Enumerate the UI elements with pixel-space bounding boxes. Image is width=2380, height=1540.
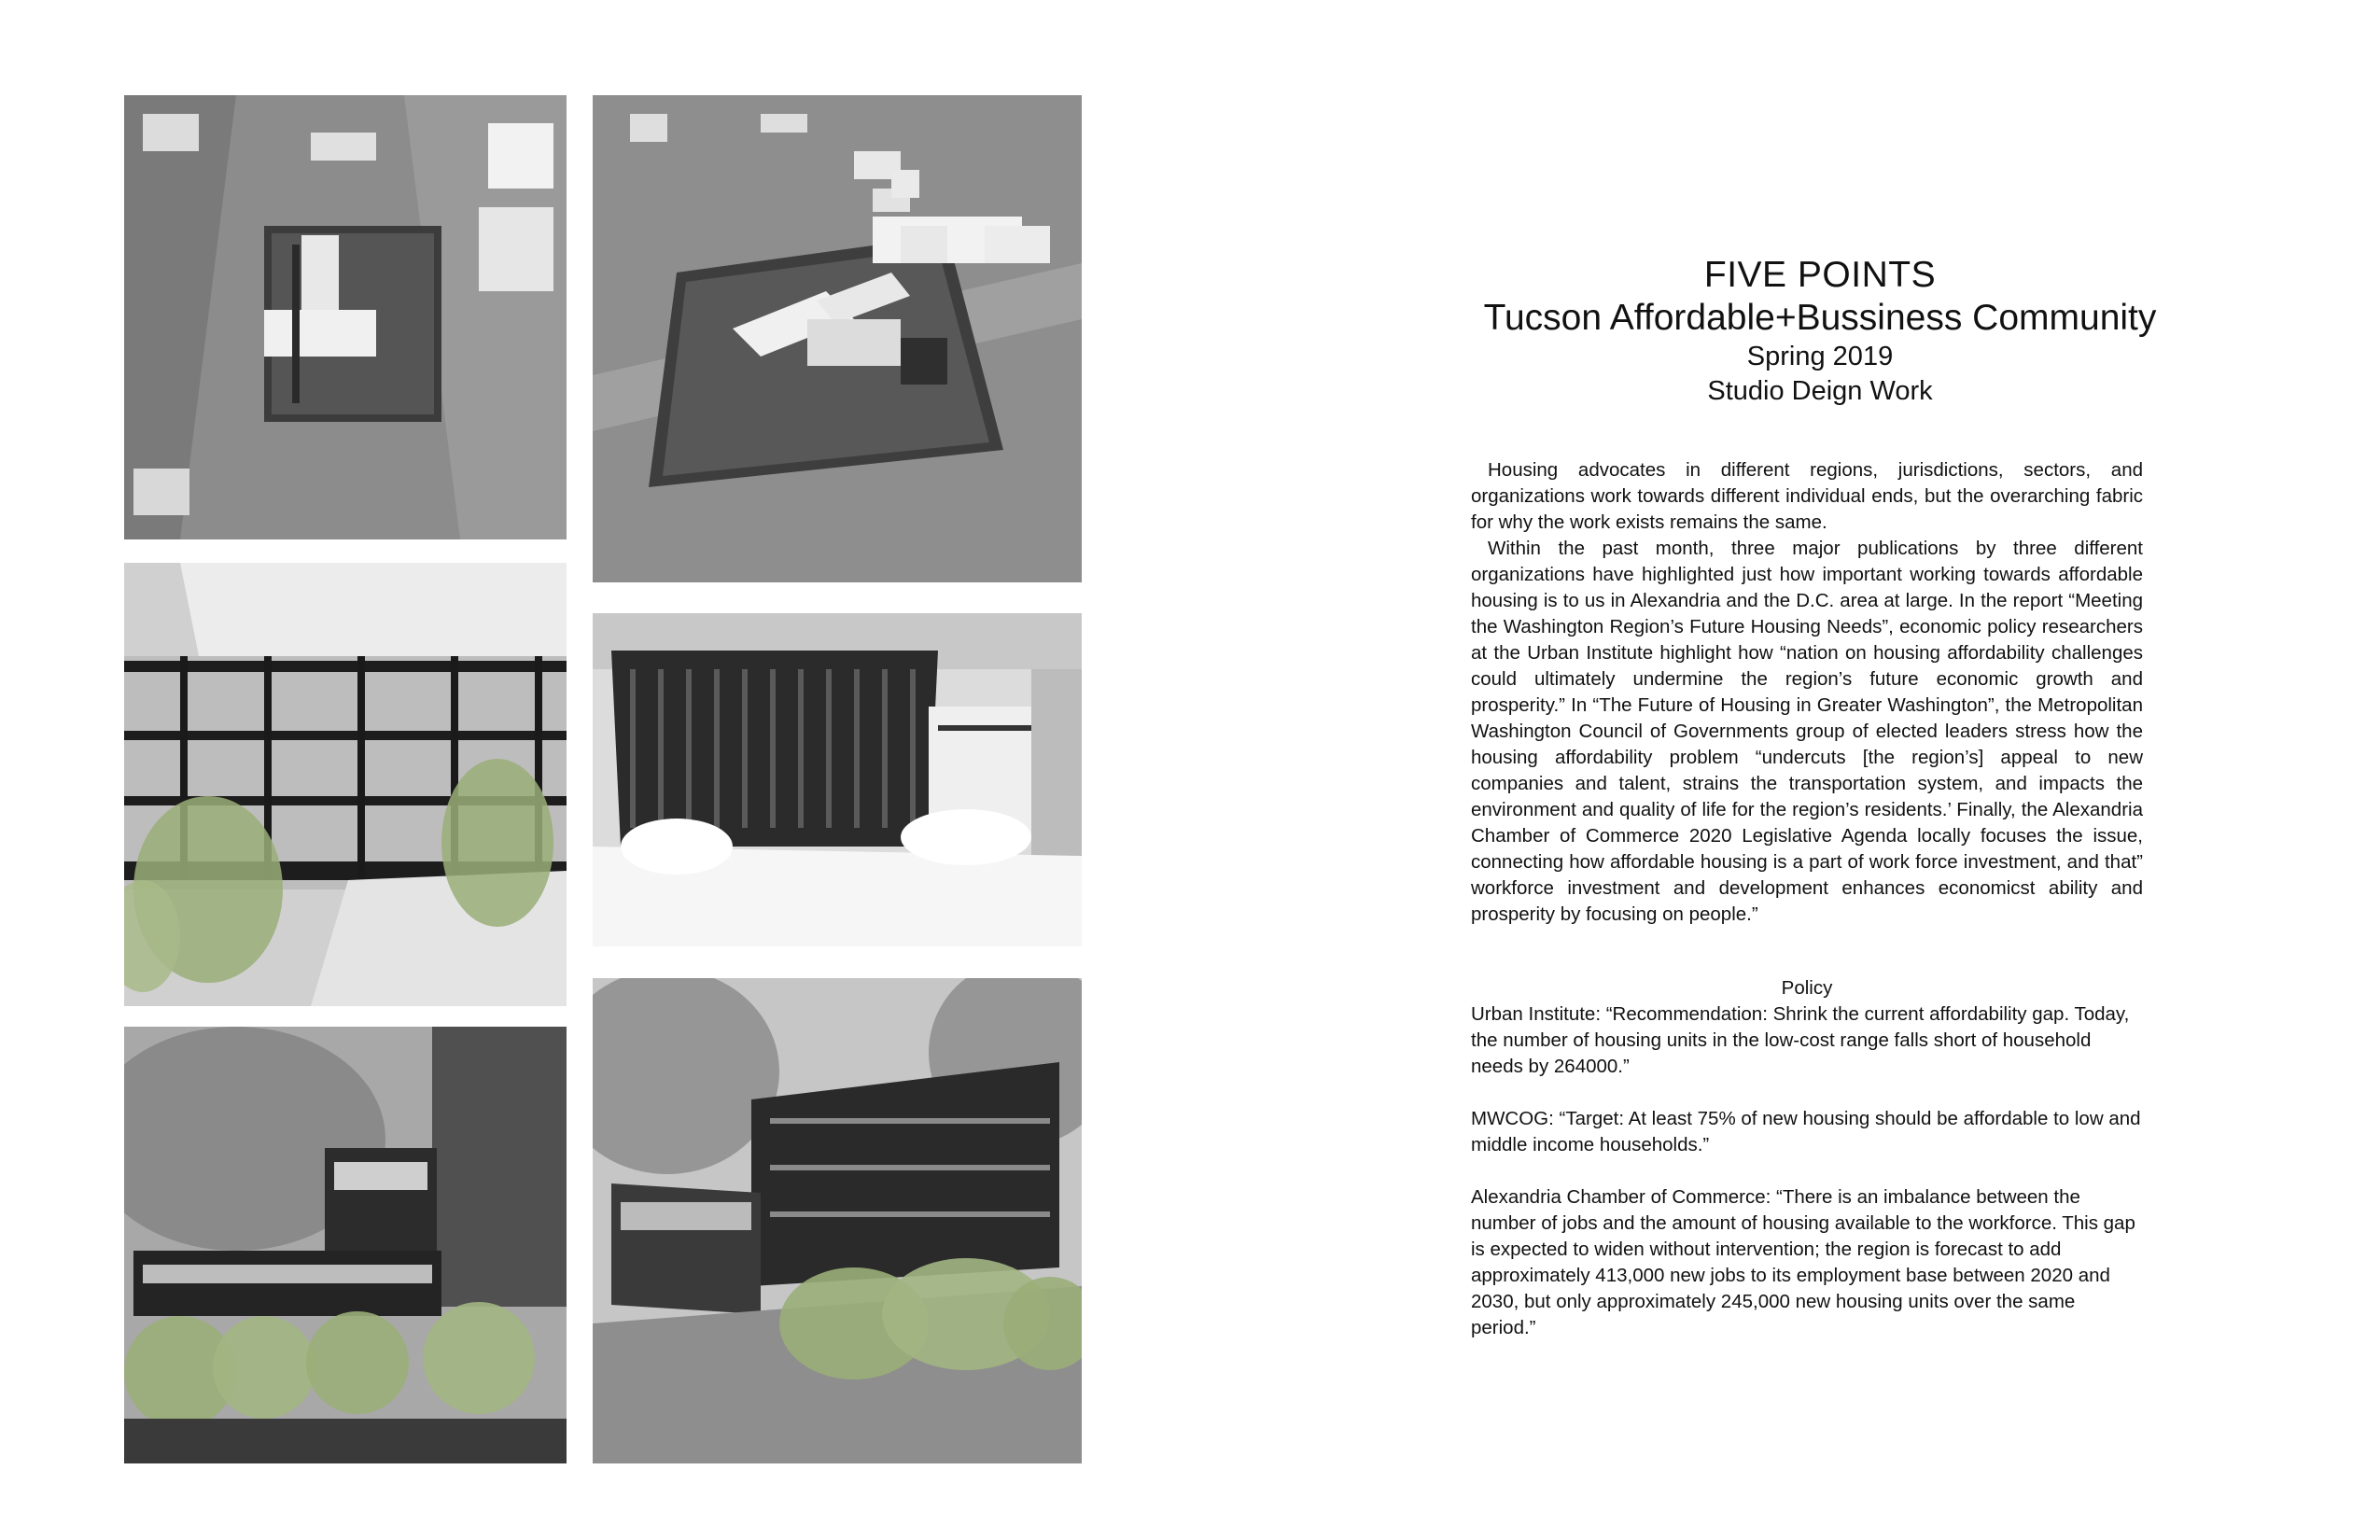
paragraph-1: Housing advocates in different regions, jurisdictions, sectors, and organizations work towards different individual ends, but the overarching fabric for why the work exists remains the same. xyxy=(1471,459,2143,533)
paragraph-2: Within the past month, three major publications by three different organizations have highlighted just how important working towards affordable housing is to us in Alexandria and the D.C. area at large. In the report “Meeting the Washington Region’s Future Housing Needs”, economic policy researchers at the Urban Institute highlight how “nation on housing affordability challenges could ultimately undermine the region’s future economic growth and prosperity.” In “The Future of Housing in Greater Washington”, the Metropolitan Washington Council of Governments group of elected leaders stress how the housing affordability problem “undercuts [the region’s] appeal to new companies and talent, strains the transportation system, and impacts the environment and quality of life for the region’s residents.’ Finally, the Alexandria Chamber of Commerce 2020 Legislative Agenda locally focuses the issue, connecting how affordable housing is a part of work force investment, and that” workforce investment and development enhances economicst ability and prosperity by focusing on people.” xyxy=(1471,538,2143,925)
body-text xyxy=(1471,457,2143,928)
model-street-elevation xyxy=(124,1027,567,1463)
facade-plaza-render xyxy=(593,613,1082,946)
policy-mwcog: MWCOG: “Target: At least 75% of new housing should be affordable to low and middle income households.” xyxy=(1471,1108,2141,1155)
course-label: Studio Deign Work xyxy=(1707,376,1933,406)
policy-heading: Policy xyxy=(1781,977,1833,999)
policy-urban-institute: Urban Institute: “Recommendation: Shrink the current affordability gap. Today, the number of housing units in the low-cost range falls short of household needs by 264000.” xyxy=(1471,1003,2130,1077)
page-subtitle: Tucson Affordable+Bussiness Community xyxy=(1483,298,2157,338)
policy-section xyxy=(1471,975,2143,1367)
underside-canopy-render xyxy=(124,563,567,1006)
policy-chamber: Alexandria Chamber of Commerce: “There is an imbalance between the number of jobs and the amount of housing available to the workforce. This gap is expected to widen without intervention; the region is forecast to add approximately 413,000 new jobs to its employment base between 2020 and 2030, but only approximately 245,000 new housing units over the same period.” xyxy=(1471,1186,2135,1338)
aerial-model-photo-2 xyxy=(593,95,1082,582)
term-label: Spring 2019 xyxy=(1746,342,1894,371)
courtyard-perspective-render xyxy=(593,978,1082,1463)
title-block xyxy=(1353,254,2287,409)
aerial-model-photo-1 xyxy=(124,95,567,539)
page-title: FIVE POINTS xyxy=(1703,255,1937,295)
